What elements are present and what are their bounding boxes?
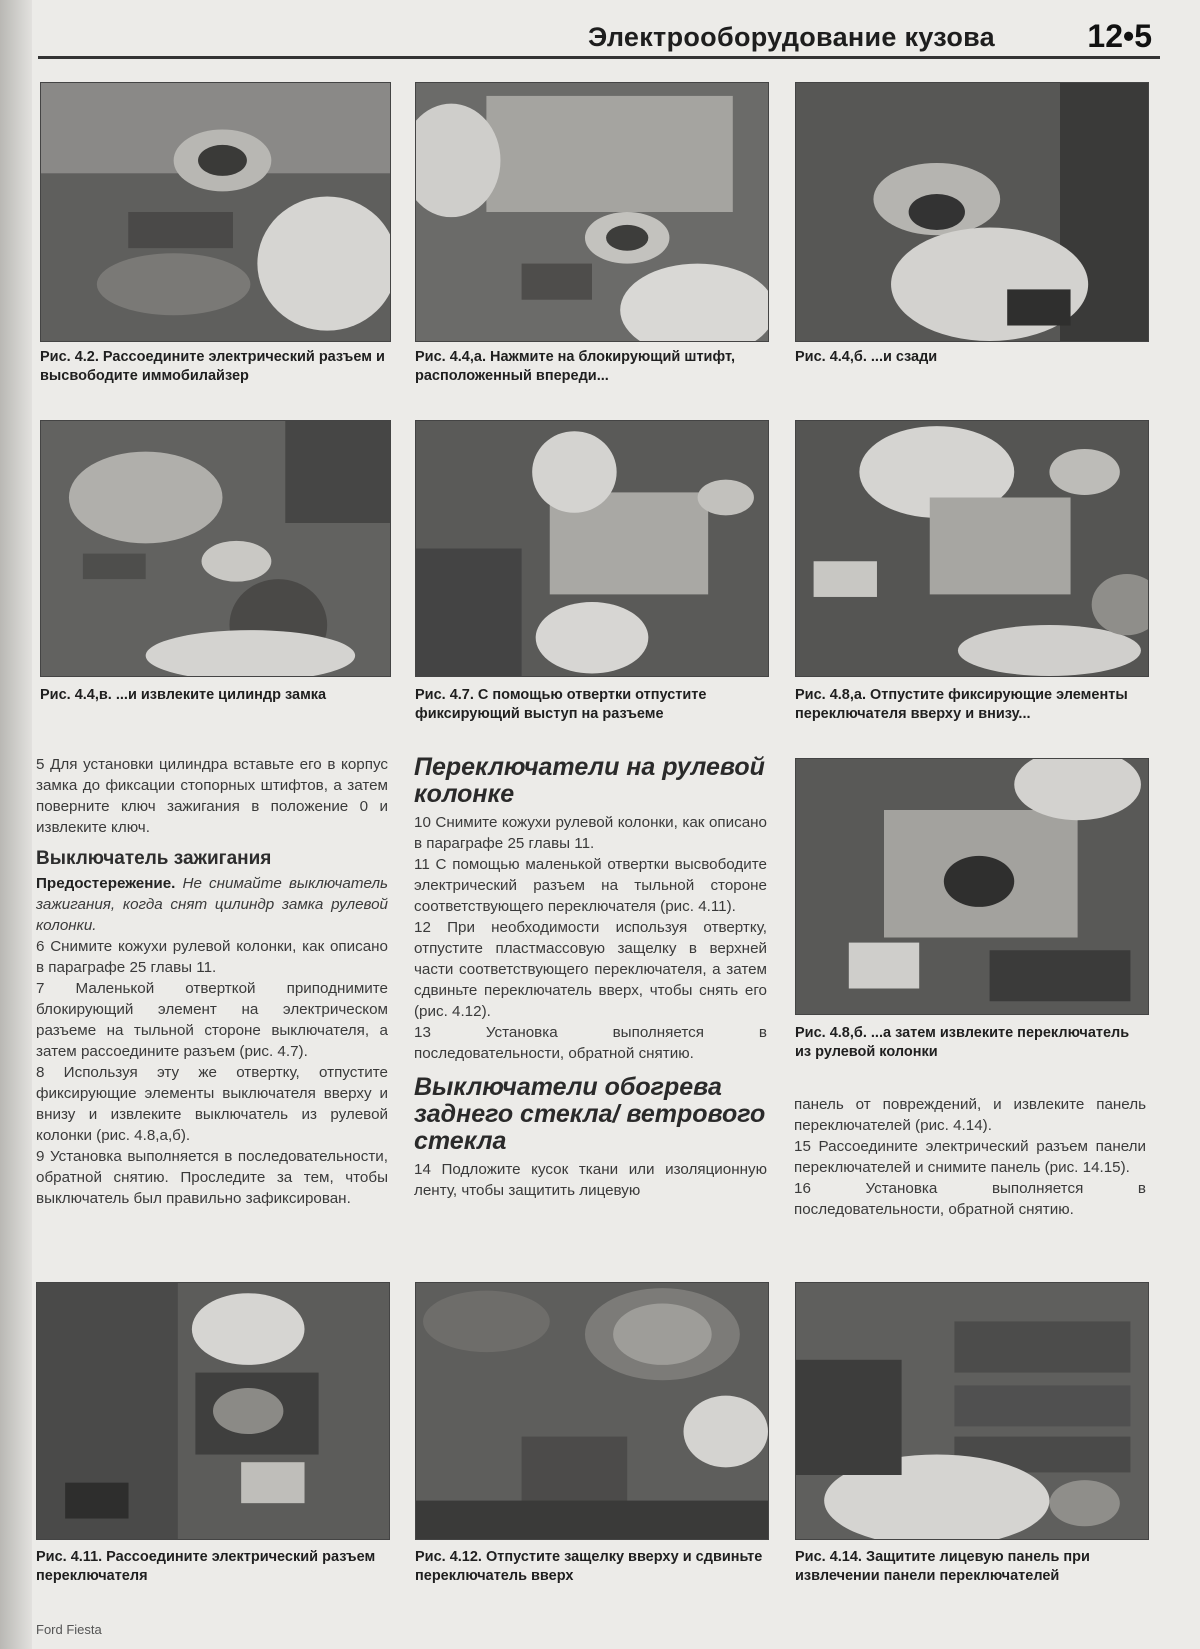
header-rule [38, 56, 1160, 59]
chapter-title: Электрооборудование кузова [588, 22, 995, 52]
photo-fig-4-11 [36, 1282, 390, 1540]
text-column-3 [794, 1094, 1146, 1220]
photo-fig-4-4a [415, 82, 769, 342]
paragraph-10: 10 Снимите кожухи рулевой колонки, как описано в параграфе 25 главы 11. [414, 814, 767, 852]
paragraph-6: 6 Снимите кожухи рулевой колонки, как описано в параграфе 25 главы 11. [36, 938, 388, 976]
photo-fig-4-4b [795, 82, 1149, 342]
caption-fig-4-11: Рис. 4.11. Рассоедините электрический разъем переключателя [36, 1549, 376, 1584]
paragraph-14-continued: панель от повреждений, и извлеките панель переключателей (рис. 4.14). [794, 1096, 1146, 1134]
paragraph-12: 12 При необходимости используя отвертку, отпустите пластмассовую защелку в верхней части соответствующего переключателя, а затем сдвиньте переключатель вверх, чтобы снять его (рис. 4.12). [414, 919, 767, 1020]
paragraph-15: 15 Рассоедините электрический разъем панели переключателей и снимите панель (рис. 14.15). [794, 1138, 1146, 1176]
photo-fig-4-2 [40, 82, 391, 342]
caption-fig-4-8b: Рис. 4.8,б. ...а затем извлеките переключатель из рулевой колонки [795, 1025, 1130, 1060]
footer-book-title: Ford Fiesta [36, 1622, 102, 1637]
page-binding-shadow [0, 0, 32, 1649]
heading-heater-switches: Выключатели обогрева заднего стекла/ ветрового стекла [414, 1073, 766, 1155]
paragraph-13: 13 Установка выполняется в последовательности, обратной снятию. [414, 1024, 767, 1062]
photo-fig-4-4c [40, 420, 391, 677]
warning-label: Предостережение. [36, 875, 176, 892]
caption-fig-4-4b: Рис. 4.4,б. ...и сзади [795, 349, 938, 365]
heading-column-switches: Переключатели на рулевой колонке [414, 753, 765, 808]
warning-text: Не снимайте выключатель зажигания, когда снят цилиндр замка рулевой колонки. [36, 875, 388, 934]
paragraph-8: 8 Используя эту же отвертку, отпустите фиксирующие элементы выключателя вверху и внизу и извлеките выключатель из рулевой колонки (рис. 4.8,а,б). [36, 1064, 388, 1144]
photo-fig-4-7 [415, 420, 769, 677]
caption-fig-4-12: Рис. 4.12. Отпустите защелку вверху и сдвиньте переключатель вверх [415, 1549, 763, 1584]
photo-fig-4-14 [795, 1282, 1149, 1540]
caption-fig-4-8a: Рис. 4.8,а. Отпустите фиксирующие элементы переключателя вверху и внизу... [795, 687, 1128, 722]
caption-fig-4-2: Рис. 4.2. Рассоедините электрический разъем и высвободите иммобилайзер [40, 349, 385, 384]
text-column-1 [36, 754, 388, 1209]
heading-ignition-switch: Выключатель зажигания [36, 848, 272, 869]
paragraph-7: 7 Маленькой отверткой приподнимите блокирующий элемент на электрическом разъеме на тыльной стороне выключателя, а затем рассоедините разъем (рис. 4.7). [36, 980, 388, 1060]
caption-fig-4-4c: Рис. 4.4,в. ...и извлеките цилиндр замка [40, 687, 327, 703]
photo-fig-4-8a [795, 420, 1149, 677]
photo-fig-4-12 [415, 1282, 769, 1540]
paragraph-11: 11 С помощью маленькой отвертки высвободите электрический разъем на тыльной стороне соответствующего переключателя (рис. 4.11). [414, 856, 767, 915]
paragraph-14: 14 Подложите кусок ткани или изоляционную ленту, чтобы защитить лицевую [414, 1161, 767, 1199]
paragraph-5: 5 Для установки цилиндра вставьте его в корпус замка до фиксации стопорных штифтов, а затем поверните ключ зажигания в положение 0 и извлеките ключ. [36, 756, 388, 836]
paragraph-9: 9 Установка выполняется в последовательности, обратной снятию. Проследите за тем, чтобы выключатель был правильно зафиксирован. [36, 1148, 388, 1207]
text-column-2 [414, 754, 767, 1201]
paragraph-16: 16 Установка выполняется в последовательности, обратной снятию. [794, 1180, 1146, 1218]
warning-paragraph [36, 873, 388, 936]
caption-fig-4-14: Рис. 4.14. Защитите лицевую панель при извлечении панели переключателей [795, 1549, 1090, 1584]
photo-fig-4-8b [795, 758, 1149, 1015]
caption-fig-4-4a: Рис. 4.4,а. Нажмите на блокирующий штифт, расположенный впереди... [415, 349, 735, 384]
caption-fig-4-7: Рис. 4.7. С помощью отвертки отпустите фиксирующий выступ на разъеме [415, 687, 707, 722]
page-number: 12•5 [1087, 18, 1152, 54]
